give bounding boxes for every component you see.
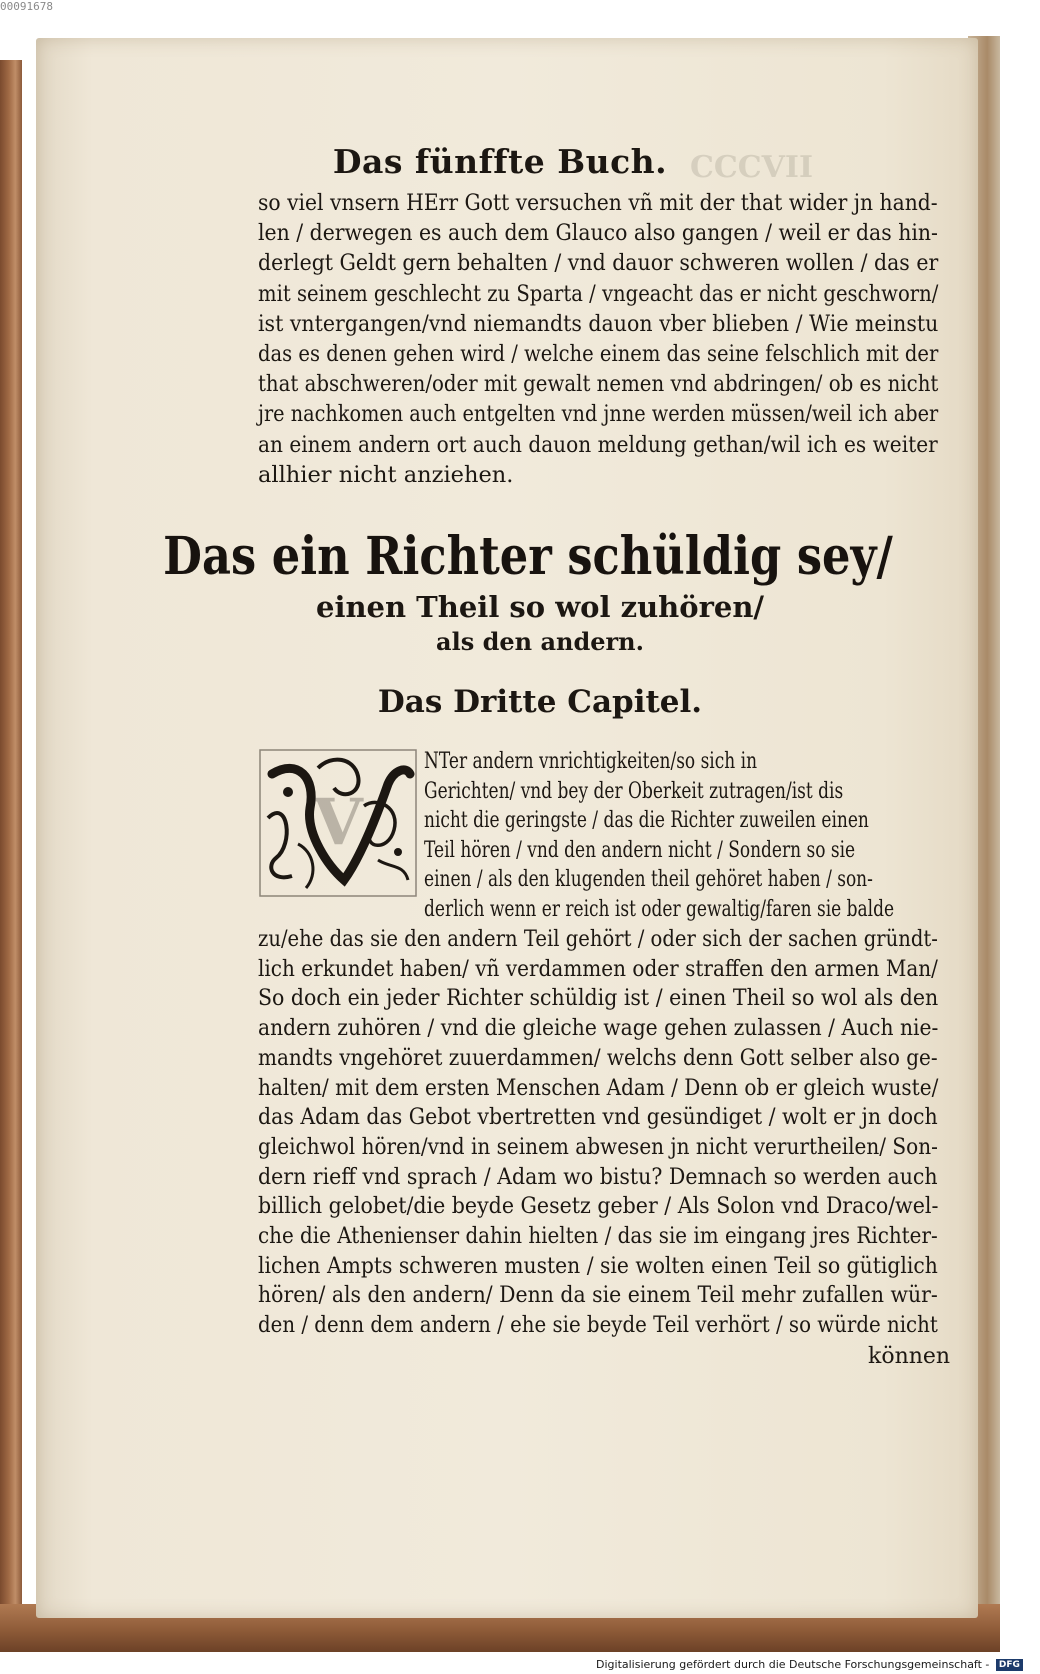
text-line: So doch ein jeder Richter schüldig ist / einen Theil so wol als den bbox=[258, 985, 939, 1012]
running-head: Das fünffte Buch. bbox=[332, 142, 668, 181]
chapter-subtitle: einen Theil so wol zuhören/ bbox=[316, 590, 764, 624]
chapter-title: Das ein Richter schüldig sey/ bbox=[163, 526, 893, 587]
text-line: einen / als den klugenden theil gehöret haben / son- bbox=[424, 866, 873, 893]
text-line: Teil hören / vnd den andern nicht / Sondern so sie bbox=[424, 836, 856, 863]
chapter-subtitle-2: als den andern. bbox=[436, 627, 644, 656]
text-line: billich gelobet/die beyde Gesetz geber / Als Solon vnd Draco/wel- bbox=[258, 1193, 939, 1220]
text-line: halten/ mit dem ersten Menschen Adam / Denn ob er gleich wuste/ bbox=[258, 1074, 939, 1101]
text-line: derlich wenn er reich ist oder gewaltig/faren sie balde bbox=[424, 896, 895, 922]
text-line: derlegt Geldt gern behalten / vnd dauor schweren wollen / das er bbox=[258, 250, 939, 277]
text-line: ist vntergangen/vnd niemandts dauon vber blieben / Wie meinstu bbox=[258, 310, 939, 337]
footer-text: Digitalisierung gefördert durch die Deutsche Forschungsgemeinschaft - bbox=[596, 1658, 990, 1671]
scan-id-label: 00091678 bbox=[0, 0, 53, 13]
text-line: so viel vnsern HErr Gott versuchen vñ mit der that wider jn hand- bbox=[258, 190, 938, 216]
text-line: das es denen gehen wird / welche einem das seine felschlich mit der bbox=[258, 341, 939, 367]
text-line: nicht die geringste / das die Richter zuweilen einen bbox=[424, 807, 869, 834]
text-line: lich erkundet haben/ vñ verdammen oder straffen den armen Man/ bbox=[258, 955, 938, 982]
text-line: lichen Ampts schweren musten / sie wolten einen Teil so gütiglich bbox=[258, 1252, 938, 1279]
text-line: den / denn dem andern / ehe sie beyde Teil verhört / so würde nicht bbox=[258, 1312, 938, 1339]
footer-credit bbox=[596, 1658, 1023, 1671]
text-line: andern zuhören / vnd die gleiche wage gehen zulassen / Auch nie- bbox=[258, 1015, 939, 1042]
text-line: an einem andern ort auch dauon meldung gethan/wil ich es weiter bbox=[258, 431, 938, 458]
text-line: hören/ als den andern/ Denn da sie einem Teil mehr zufallen wür- bbox=[258, 1282, 938, 1309]
text-line: das Adam das Gebot vbertretten vnd gesündiget / wolt er jn doch bbox=[258, 1104, 938, 1131]
text-line: zu/ehe das sie den andern Teil gehört / oder sich der sachen gründt- bbox=[258, 926, 938, 952]
text-line: that abschweren/oder mit gewalt nemen vnd abdringen/ ob es nicht bbox=[258, 371, 939, 398]
book-left-edge bbox=[0, 60, 22, 1632]
chapter-label: Das Dritte Capitel. bbox=[377, 684, 703, 720]
text-line: allhier nicht anziehen. bbox=[258, 461, 514, 488]
text-line: dern rieff vnd sprach / Adam wo bistu? Demnach so werden auch bbox=[258, 1163, 938, 1190]
initial-letter: V bbox=[313, 785, 363, 860]
text-line: che die Athenienser dahin hielten / das sie im eingang jres Richter- bbox=[258, 1223, 938, 1249]
dfg-logo: DFG bbox=[996, 1659, 1023, 1671]
catchword: können bbox=[868, 1344, 951, 1369]
text-line: jre nachkomen auch entgelten vnd jnne werden müssen/weil ich aber bbox=[258, 401, 939, 428]
text-line: mandts vngehöret zuuerdammen/ welchs denn Gott selber also ge- bbox=[258, 1044, 938, 1071]
text-line: mit seinem geschlecht zu Sparta / vngeacht das er nicht geschworn/ bbox=[258, 280, 939, 307]
text-line: Gerichten/ vnd bey der Oberkeit zutragen/ist dis bbox=[424, 777, 844, 804]
show-through-folio: CCCVII bbox=[690, 150, 813, 185]
text-line: NTer andern vnrichtigkeiten/so sich in bbox=[424, 748, 758, 774]
text-line: len / derwegen es auch dem Glauco also gangen / weil er das hin- bbox=[258, 220, 938, 247]
decorated-initial-v bbox=[258, 748, 418, 898]
text-line: gleichwol hören/vnd in seinem abwesen jn nicht verurtheilen/ Son- bbox=[258, 1133, 938, 1160]
